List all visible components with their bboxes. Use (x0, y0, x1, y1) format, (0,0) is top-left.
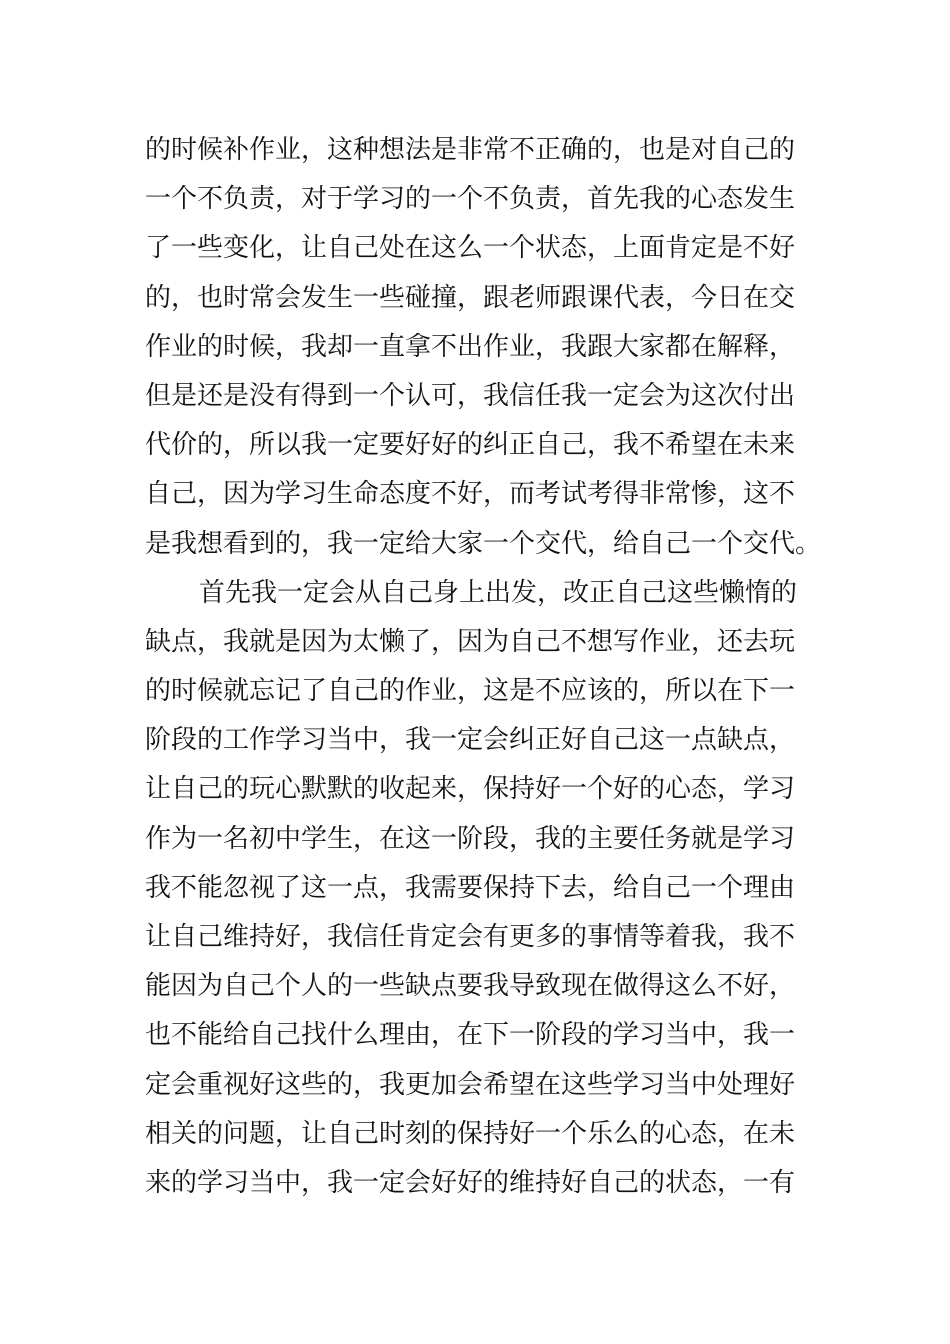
paragraph-1-line: 的时候补作业，这种想法是非常不正确的，也是对自己的 (145, 135, 796, 165)
paragraph-2-line: 作为一名初中学生，在这一阶段，我的主要任务就是学习 (145, 823, 796, 854)
paragraph-2-line: 让自己维持好，我信任肯定会有更多的事情等着我，我不 (145, 922, 796, 952)
paragraph-2-first-line: 首先我一定会从自己身上出发，改正自己这些懒惰的 (199, 577, 798, 608)
paragraph-1-line: 的，也时常会发生一些碰撞，跟老师跟课代表，今日在交 (145, 282, 796, 313)
document-body (145, 126, 822, 1208)
paragraph-2-line: 定会重视好这些的，我更加会希望在这些学习当中处理好 (145, 1069, 796, 1100)
paragraph-1-line: 作业的时候，我却一直拿不出作业，我跟大家都在解释， (145, 331, 796, 362)
paragraph-2-line: 缺点，我就是因为太懒了，因为自己不想写作业，还去玩 (145, 626, 796, 657)
paragraph-2-line: 我不能忽视了这一点，我需要保持下去，给自己一个理由 (145, 872, 796, 903)
paragraph-1-line: 了一些变化，让自己处在这么一个状态，上面肯定是不好 (145, 233, 796, 264)
paragraph-2-line: 相关的问题，让自己时刻的保持好一个乐么的心态，在未 (145, 1118, 796, 1149)
paragraph-2-line: 阶段的工作学习当中，我一定会纠正好自己这一点缺点， (145, 725, 796, 756)
paragraph-1-line: 一个不负责，对于学习的一个不负责，首先我的心态发生 (145, 184, 796, 215)
paragraph-2-line: 也不能给自己找什么理由，在下一阶段的学习当中，我一 (145, 1020, 796, 1051)
paragraph-1-line: 自己，因为学习生命态度不好，而考试考得非常惨，这不 (145, 479, 796, 510)
paragraph-1-line: 但是还是没有得到一个认可，我信任我一定会为这次付出 (145, 380, 796, 411)
paragraph-2-line: 来的学习当中，我一定会好好的维持好自己的状态，一有 (145, 1167, 796, 1198)
paragraph-2-line: 的时候就忘记了自己的作业，这是不应该的，所以在下一 (145, 676, 796, 707)
paragraph-2-line: 让自己的玩心默默的收起来，保持好一个好的心态，学习 (145, 774, 796, 805)
paragraph-1-line: 代价的，所以我一定要好好的纠正自己，我不希望在未来 (145, 430, 796, 461)
paragraph-2-line: 能因为自己个人的一些缺点要我导致现在做得这么不好， (145, 971, 796, 1002)
paragraph-1-line: 是我想看到的，我一定给大家一个交代，给自己一个交代。 (145, 528, 822, 559)
